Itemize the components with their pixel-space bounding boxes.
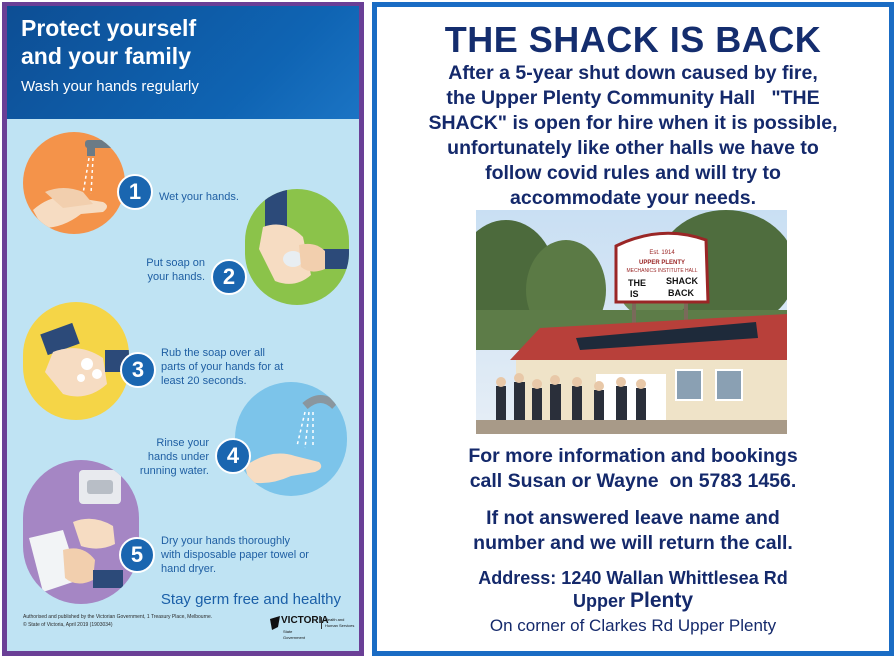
sign-word-back: BACK [668, 288, 694, 298]
poster-footer [7, 609, 359, 651]
step-3-badge: 3 [120, 352, 156, 388]
dry-hands-illustration [23, 460, 139, 604]
step-1-badge: 1 [117, 174, 153, 210]
community-hall-photo [476, 210, 787, 434]
sign-hall-name-2: MECHANICS INSTITUTE HALL [626, 268, 698, 274]
callback-line2: number and we will return the call. [473, 532, 793, 554]
announcement-line: the Upper Plenty Community Hall "THE [446, 87, 820, 109]
step-1-text: Wet your hands. [159, 191, 239, 203]
footer-line2: © State of Victoria, April 2019 (1903034) [23, 622, 113, 628]
rinse-hands-illustration [235, 382, 347, 496]
address-line3: On corner of Clarkes Rd Upper Plenty [489, 616, 777, 635]
callback-info [377, 506, 889, 556]
announcement-line: unfortunately like other halls we have to [447, 137, 819, 159]
announcement-line: After a 5-year shut down caused by fire, [448, 62, 818, 84]
step-5-text: Dry your hands thoroughly with disposable paper towel or hand dryer. [161, 535, 309, 575]
shack-title: THE SHACK IS BACK [444, 19, 822, 60]
step-5-badge: 5 [119, 537, 155, 573]
step-4-badge: 4 [215, 438, 251, 474]
poster-header [7, 6, 359, 119]
sign-word-the: THE [628, 278, 646, 288]
step-2-badge: 2 [211, 259, 247, 295]
footer-authorisation [23, 613, 253, 629]
poster-title-line2: and your family [21, 43, 191, 69]
announcement-line: accommodate your needs. [510, 187, 756, 209]
poster-tagline: Stay germ free and healthy [160, 591, 341, 608]
callback-line1: If not answered leave name and [486, 507, 780, 529]
wet-hands-illustration [23, 132, 125, 234]
address-line1: Address: 1240 Wallan Whittlesea Rd [478, 568, 788, 588]
step-4-text: Rinse your hands under running water. [139, 437, 209, 477]
victoria-map-icon [269, 615, 281, 631]
shack-notice [372, 2, 894, 656]
step-3-text: Rub the soap over all parts of your hands for at least 20 seconds. [161, 347, 284, 387]
sign-hall-name: UPPER PLENTY [638, 260, 686, 266]
sign-word-is: IS [630, 289, 639, 299]
rub-hands-illustration [23, 302, 129, 420]
booking-line1: For more information and bookings [468, 445, 798, 467]
handwash-poster-body [7, 6, 359, 651]
step-2-text: Put soap on your hands. [146, 257, 205, 283]
logo-dept: Health and Human Services [321, 617, 355, 629]
announcement-line: SHACK" is open for hire when it is possible, [428, 112, 838, 134]
footer-line1: Authorised and published by the Victorian Government, 1 Treasury Place, Melbourne. [23, 614, 213, 620]
address-line2 [377, 589, 889, 613]
sign-word-shack: SHACK [666, 276, 699, 286]
shack-notice-body [377, 7, 889, 651]
poster-title-line1: Protect yourself [21, 15, 197, 41]
sign-header-text: Est. 1914 [649, 250, 675, 256]
shack-announcement [395, 61, 871, 211]
booking-line2: call Susan or Wayne on 5783 1456. [469, 470, 797, 492]
booking-info [377, 444, 889, 494]
address-line2-a: Upper [572, 591, 630, 611]
soap-hands-illustration [245, 189, 349, 305]
logo-word: VICTORIA [281, 615, 329, 626]
victoria-government-logo [269, 611, 357, 647]
address-line2-b: Plenty [629, 589, 694, 612]
announcement-line: follow covid rules and will try to [485, 162, 781, 184]
logo-sub: State Government [283, 629, 306, 640]
handwash-poster [2, 2, 364, 656]
poster-subtitle: Wash your hands regularly [21, 78, 199, 95]
